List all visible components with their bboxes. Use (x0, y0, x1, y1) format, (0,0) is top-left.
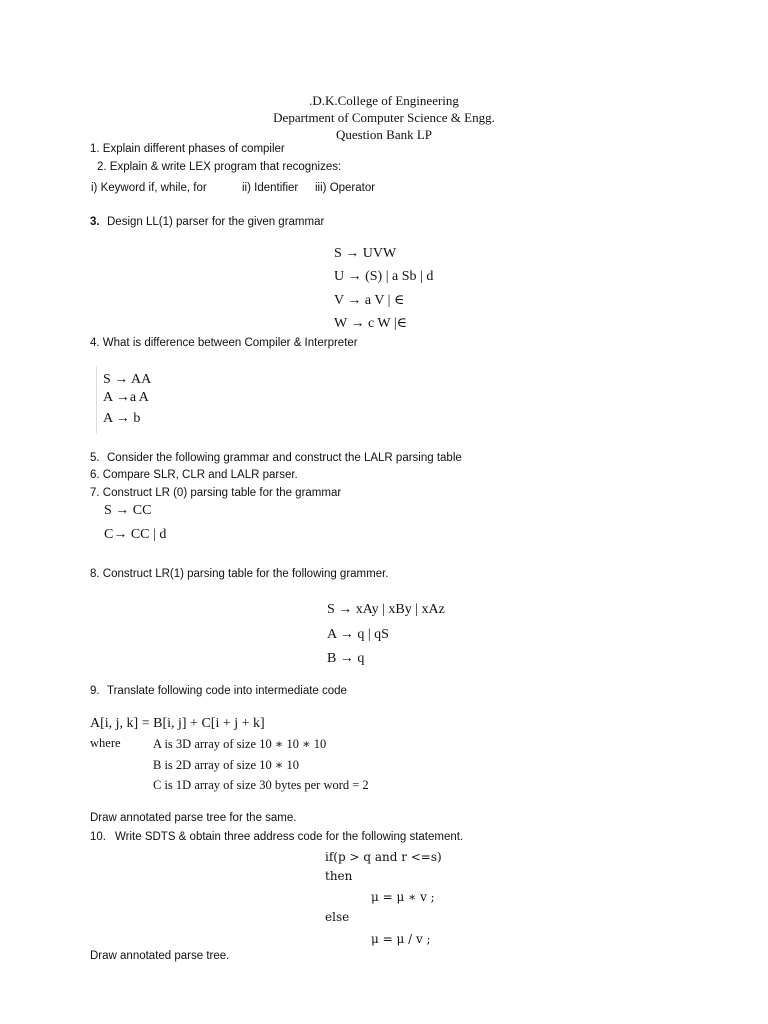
question-9: Translate following code into intermediate code (107, 685, 347, 697)
question-9-number: 9. (90, 685, 100, 697)
q4-grammar-rule-2: A →a A (103, 390, 149, 405)
question-2: 2. Explain & write LEX program that recognizes: (97, 161, 342, 173)
q9-draw-instruction: Draw annotated parse tree for the same. (90, 812, 297, 824)
q4-grammar-rule-3: A → b (103, 411, 141, 426)
q10-code-line-2: then (325, 869, 353, 883)
scan-artifact (96, 366, 115, 434)
q10-code-line-4: else (325, 910, 350, 924)
q3-grammar-rule-1: S → UVW (334, 246, 397, 261)
question-10-number: 10. (90, 831, 106, 843)
question-2-part-1: i) Keyword if, while, for (91, 182, 207, 194)
q9-array-a: A is 3D array of size 10 ∗ 10 ∗ 10 (153, 737, 327, 751)
college-name: .D.K.College of Engineering (309, 93, 459, 108)
q8-grammar-rule-3: B → q (327, 651, 365, 666)
q10-code-line-1: if(p > q and r <=s) (325, 850, 442, 864)
q4-grammar-rule-1: S → AA (103, 372, 152, 387)
question-3: Design LL(1) parser for the given grammar (107, 216, 325, 228)
question-5: Consider the following grammar and construct the LALR parsing table (107, 452, 462, 464)
question-1: 1. Explain different phases of compiler (90, 143, 285, 155)
question-4: 4. What is difference between Compiler & Interpreter (90, 337, 358, 349)
q9-array-c: C is 1D array of size 30 bytes per word = 2 (153, 778, 369, 792)
question-8: 8. Construct LR(1) parsing table for the following grammer. (90, 568, 389, 580)
q3-grammar-rule-3: V → a V | ∈ (334, 293, 405, 308)
q9-where-label: where (90, 736, 121, 750)
q10-draw-instruction: Draw annotated parse tree. (90, 950, 230, 962)
question-3-number: 3. (90, 216, 100, 228)
department-name: Department of Computer Science & Engg. (273, 110, 495, 125)
question-6: 6. Compare SLR, CLR and LALR parser. (90, 469, 298, 481)
question-5-number: 5. (90, 452, 100, 464)
q9-code-statement: A[i, j, k] = B[i, j] + C[i + j + k] (90, 716, 265, 731)
q3-grammar-rule-4: W → c W |∈ (334, 316, 408, 331)
q7-grammar-rule-1: S → CC (104, 503, 152, 518)
q8-grammar-rule-1: S → xAy | xBy | xAz (327, 602, 445, 617)
q8-grammar-rule-2: A → q | qS (327, 627, 389, 642)
q10-code-line-3: μ = μ ∗ v ; (371, 890, 435, 904)
q7-grammar-rule-2: C→ CC | d (104, 527, 167, 542)
q10-code-line-5: μ = μ / v ; (371, 932, 431, 946)
question-10: Write SDTS & obtain three address code for the following statement. (115, 831, 464, 843)
question-2-part-3: iii) Operator (315, 182, 376, 194)
question-7: 7. Construct LR (0) parsing table for the grammar (90, 487, 342, 499)
question-2-part-2: ii) Identifier (242, 182, 299, 194)
q3-grammar-rule-2: U → (S) | a Sb | d (334, 269, 434, 284)
document-title: Question Bank LP (335, 127, 433, 142)
q9-array-b: B is 2D array of size 10 ∗ 10 (153, 758, 299, 772)
